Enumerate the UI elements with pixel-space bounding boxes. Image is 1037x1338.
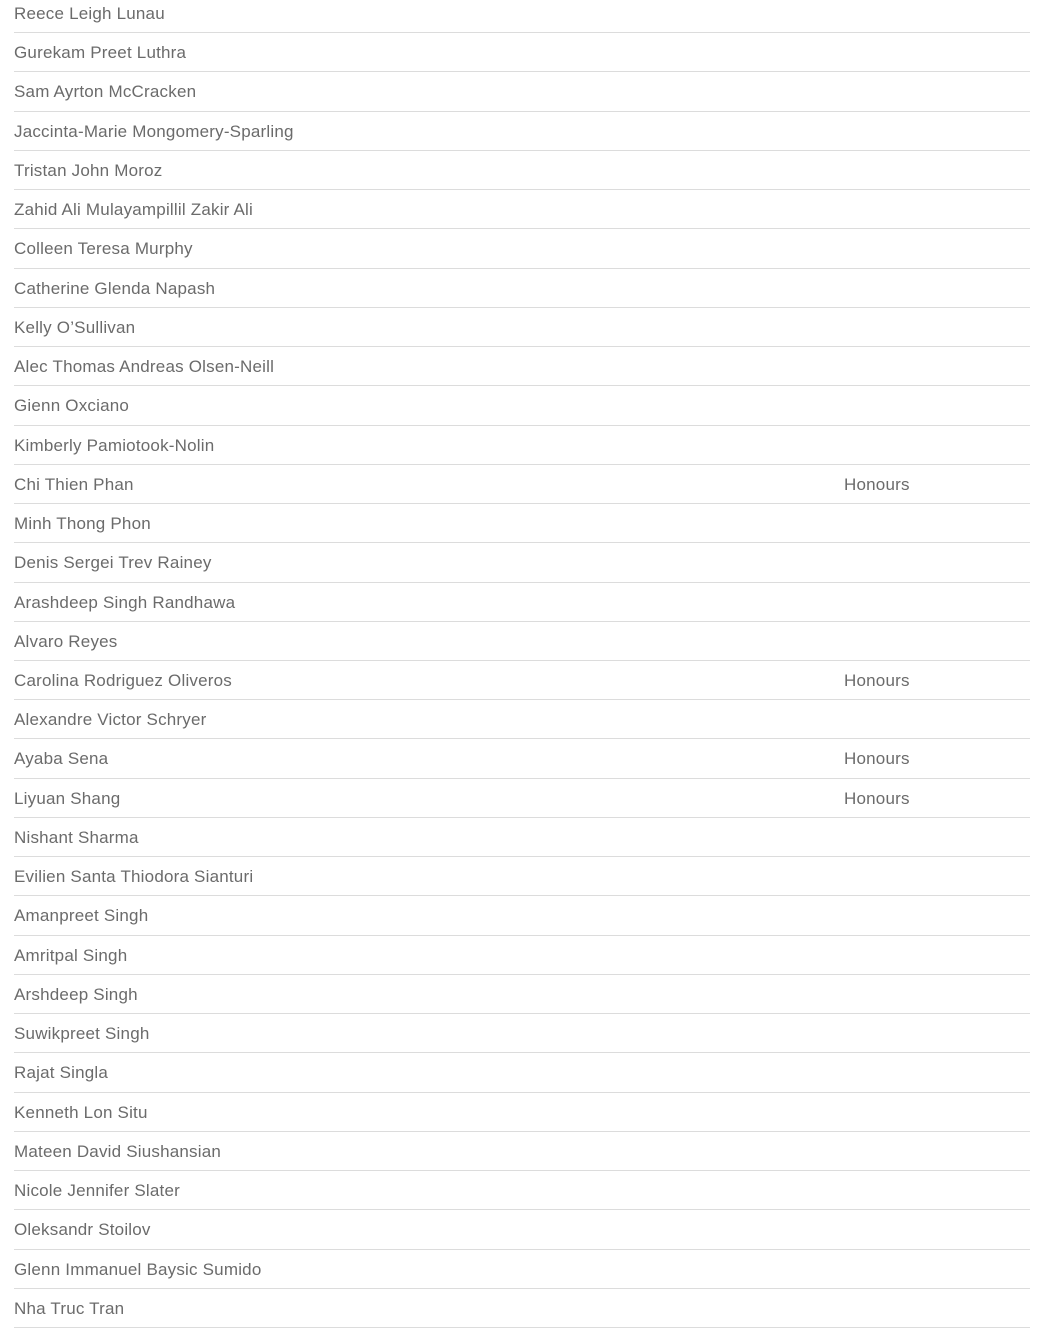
list-item	[14, 426, 1030, 465]
list-item	[14, 190, 1030, 229]
graduate-name: Nishant Sharma	[14, 827, 139, 847]
graduate-name: Suwikpreet Singh	[14, 1024, 150, 1044]
list-item	[14, 779, 1030, 818]
graduate-name: Liyuan Shang	[14, 788, 121, 808]
honours-label: Honours	[844, 788, 910, 808]
graduate-name: Zahid Ali Mulayampillil Zakir Ali	[14, 200, 254, 220]
graduate-name: Colleen Teresa Murphy	[14, 239, 193, 259]
list-item	[14, 936, 1030, 975]
list-item	[14, 543, 1030, 582]
graduate-name: Nha Truc Tran	[14, 1298, 125, 1318]
list-item	[14, 112, 1030, 151]
list-item	[14, 1132, 1030, 1171]
list-item	[14, 1289, 1030, 1328]
graduate-name: Evilien Santa Thiodora Sianturi	[14, 867, 254, 887]
graduate-name: Gienn Oxciano	[14, 396, 130, 416]
graduate-name: Sam Ayrton McCracken	[14, 82, 197, 102]
list-item	[14, 465, 1030, 504]
list-item	[14, 818, 1030, 857]
graduate-name: Jaccinta-Marie Mongomery-Sparling	[14, 121, 294, 141]
graduate-name: Amanpreet Singh	[14, 906, 149, 926]
list-item	[14, 896, 1030, 935]
graduate-name: Alvaro Reyes	[14, 631, 118, 651]
list-item	[14, 661, 1030, 700]
list-item	[14, 1171, 1030, 1210]
list-item	[14, 857, 1030, 896]
list-item	[14, 151, 1030, 190]
list-item	[14, 1093, 1030, 1132]
list-item	[14, 622, 1030, 661]
list-item	[14, 229, 1030, 268]
graduate-name: Reece Leigh Lunau	[14, 4, 165, 23]
honours-label: Honours	[844, 670, 910, 690]
list-item	[14, 33, 1030, 72]
list-item	[14, 1250, 1030, 1289]
graduate-name: Kelly O’Sullivan	[14, 317, 136, 337]
graduate-name: Carolina Rodriguez Oliveros	[14, 670, 232, 690]
graduate-name: Mateen David Siushansian	[14, 1141, 222, 1161]
graduate-name: Rajat Singla	[14, 1063, 109, 1083]
list-item	[14, 504, 1030, 543]
graduate-name: Kimberly Pamiotook-Nolin	[14, 435, 215, 455]
graduate-name: Kenneth Lon Situ	[14, 1102, 148, 1122]
graduate-name: Oleksandr Stoilov	[14, 1220, 151, 1240]
graduate-name: Minh Thong Phon	[14, 514, 151, 534]
list-item	[14, 1014, 1030, 1053]
honours-label: Honours	[844, 474, 910, 494]
list-item	[14, 347, 1030, 386]
graduate-name: Arshdeep Singh	[14, 984, 138, 1004]
list-item	[14, 1210, 1030, 1249]
graduate-name: Amritpal Singh	[14, 945, 128, 965]
graduate-name: Alec Thomas Andreas Olsen-Neill	[14, 357, 275, 377]
honours-label: Honours	[844, 749, 910, 769]
list-item	[14, 386, 1030, 425]
list-item	[14, 269, 1030, 308]
list-item	[14, 1053, 1030, 1092]
graduate-name: Denis Sergei Trev Rainey	[14, 553, 212, 573]
list-item	[14, 700, 1030, 739]
list-item	[14, 72, 1030, 111]
graduate-name: Catherine Glenda Napash	[14, 278, 216, 298]
graduate-name: Arashdeep Singh Randhawa	[14, 592, 236, 612]
graduate-name: Tristan John Moroz	[14, 160, 163, 180]
graduate-name: Nicole Jennifer Slater	[14, 1181, 180, 1201]
list-item	[14, 583, 1030, 622]
graduate-list	[14, 0, 1030, 1328]
graduate-name: Glenn Immanuel Baysic Sumido	[14, 1259, 262, 1279]
list-item	[14, 975, 1030, 1014]
graduate-name: Gurekam Preet Luthra	[14, 43, 187, 63]
list-item	[14, 0, 1030, 33]
list-item	[14, 308, 1030, 347]
list-item	[14, 739, 1030, 778]
graduate-name: Chi Thien Phan	[14, 474, 134, 494]
graduate-name: Ayaba Sena	[14, 749, 109, 769]
graduate-name: Alexandre Victor Schryer	[14, 710, 207, 730]
